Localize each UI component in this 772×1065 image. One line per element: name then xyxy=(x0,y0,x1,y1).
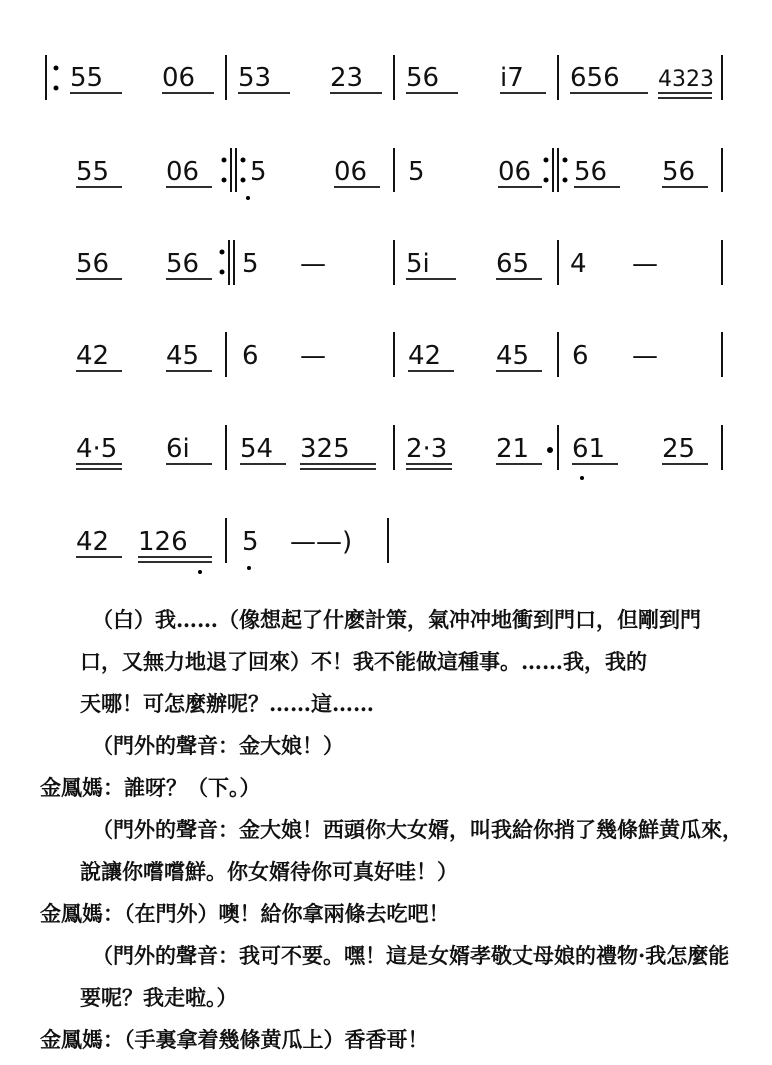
note-group: 6 xyxy=(242,341,259,371)
repeat-dot xyxy=(544,178,549,183)
stage-direction: 天哪！可怎麼辦呢？……這…… xyxy=(80,691,374,716)
repeat-dot xyxy=(544,158,549,163)
stage-direction: （門外的聲音：金大娘！） xyxy=(92,733,344,758)
note-group: 56 xyxy=(166,249,200,279)
speaker-name: 金鳳媽： xyxy=(40,901,124,926)
note-group: 56 xyxy=(574,157,608,187)
note-group: — xyxy=(300,249,326,279)
score-row-3 xyxy=(76,240,722,285)
note-group: 5 xyxy=(242,249,259,279)
note-group: 21 xyxy=(496,434,530,464)
repeat-dot xyxy=(241,178,246,183)
score-row-1 xyxy=(46,55,722,100)
repeat-dot xyxy=(563,178,568,183)
note-group: 54 xyxy=(240,434,274,464)
note-group: 53 xyxy=(238,63,272,93)
score-row-5 xyxy=(76,425,722,480)
note-group: — xyxy=(632,249,658,279)
low-octave-dot xyxy=(246,196,250,200)
stage-direction: 口，又無力地退了回來）不！我不能做這種事。……我，我的 xyxy=(80,649,647,674)
note-group: 656 xyxy=(570,63,620,93)
dialogue-line xyxy=(40,768,261,808)
dot-mark xyxy=(547,447,553,453)
note-group: — xyxy=(300,341,326,371)
stage-direction: （門外的聲音：我可不要。嘿！這是女婿孝敬丈母娘的禮物·我怎麼能 xyxy=(92,943,730,968)
note-group: 126 xyxy=(138,527,188,557)
note-group: 42 xyxy=(76,341,110,371)
repeat-dot xyxy=(222,178,227,183)
stage-direction: （門外的聲音：金大娘！西頭你大女婿，叫我給你捎了幾條鮮黄瓜來， xyxy=(92,817,743,842)
note-group: 2·3 xyxy=(406,434,448,464)
note-group: 56 xyxy=(76,249,110,279)
dialogue-text: 誰呀？（下。） xyxy=(124,775,261,800)
score-row-4 xyxy=(76,332,722,377)
note-group: 06 xyxy=(166,157,200,187)
stage-direction: 說讓你嚐嚐鮮。你女婿待你可真好哇！） xyxy=(80,859,458,884)
stage-direction: 要呢？我走啦。） xyxy=(80,985,238,1010)
low-octave-dot xyxy=(580,476,584,480)
note-group: 5i xyxy=(406,249,430,279)
note-group: — xyxy=(632,341,658,371)
note-group: 4·5 xyxy=(76,434,118,464)
repeat-dot xyxy=(54,86,59,91)
note-group: 6i xyxy=(166,434,190,464)
note-group: 5 xyxy=(250,157,267,187)
note-group: 06 xyxy=(334,157,368,187)
repeat-dot xyxy=(220,250,225,255)
note-group: 56 xyxy=(406,63,440,93)
dialogue-text: （手裏拿着幾條黄瓜上）香香哥！ xyxy=(124,1027,429,1052)
note-group: 06 xyxy=(162,63,196,93)
note-group: 325 xyxy=(300,434,350,464)
score-row-2 xyxy=(76,148,722,200)
repeat-dot xyxy=(222,158,227,163)
note-group: 61 xyxy=(572,434,606,464)
note-group: 06 xyxy=(498,157,532,187)
dialogue-line xyxy=(40,1020,429,1060)
note-group: 5 xyxy=(408,157,425,187)
note-group: 6 xyxy=(572,341,589,371)
note-group: 42 xyxy=(76,527,110,557)
low-octave-dot xyxy=(247,566,251,570)
note-group: ——) xyxy=(290,527,353,557)
speaker-name: 金鳳媽： xyxy=(40,775,124,800)
speaker-name: 金鳳媽： xyxy=(40,1027,124,1052)
low-octave-dot xyxy=(198,570,202,574)
note-group: 42 xyxy=(408,341,442,371)
score-row-6 xyxy=(76,518,388,574)
stage-direction: （白）我……（像想起了什麽計策，氣冲冲地衝到門口，但剛到門 xyxy=(92,607,701,632)
note-group: 4323 xyxy=(658,67,714,92)
repeat-dot xyxy=(220,270,225,275)
note-group: 23 xyxy=(330,63,364,93)
note-group: 55 xyxy=(76,157,110,187)
dialogue-line xyxy=(40,894,450,934)
note-group: 25 xyxy=(662,434,696,464)
repeat-dot xyxy=(54,66,59,71)
repeat-dot xyxy=(563,158,568,163)
dialogue-text: （在門外）噢！給你拿兩條去吃吧！ xyxy=(124,901,450,926)
note-group: 56 xyxy=(662,157,696,187)
note-group: 55 xyxy=(70,63,104,93)
note-group: 45 xyxy=(496,341,530,371)
note-group: 5 xyxy=(242,527,259,557)
repeat-dot xyxy=(241,158,246,163)
note-group: i7 xyxy=(500,63,524,93)
note-group: 4 xyxy=(570,249,587,279)
note-group: 45 xyxy=(166,341,200,371)
note-group: 65 xyxy=(496,249,530,279)
